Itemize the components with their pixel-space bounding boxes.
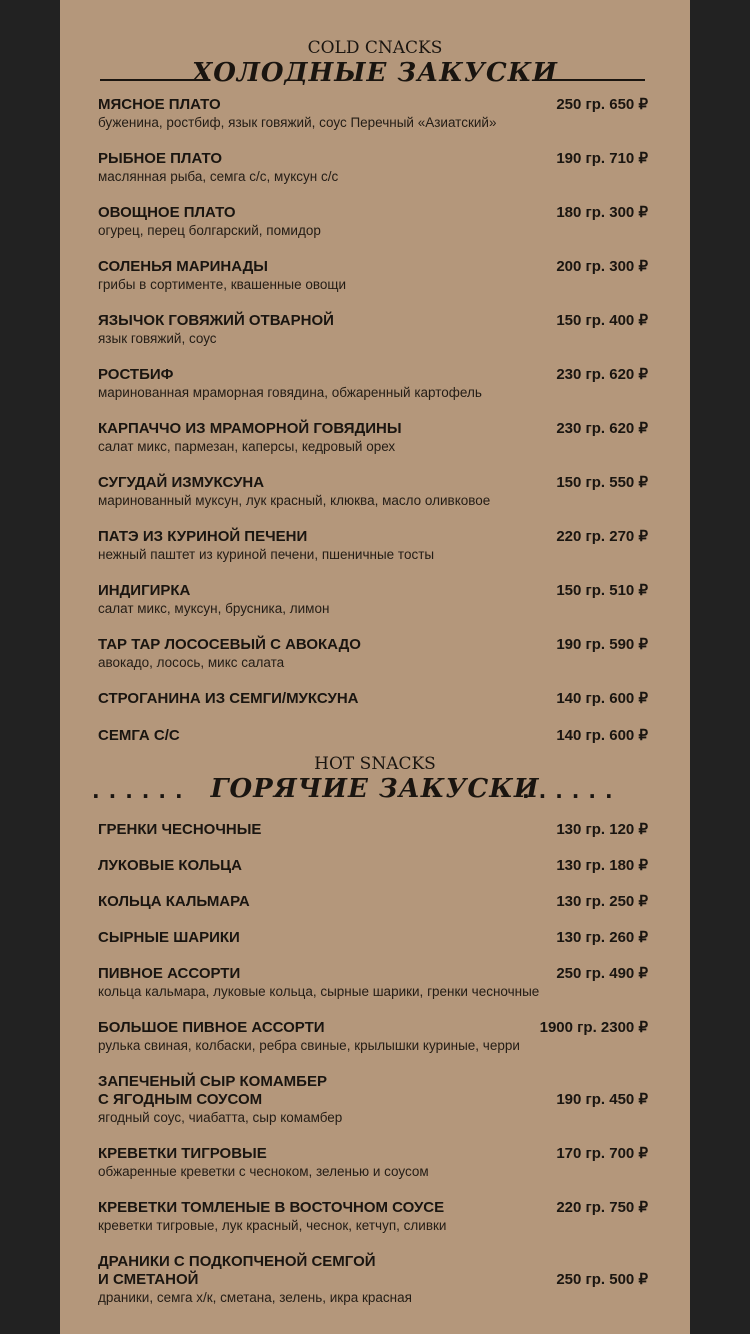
item-description: ягодный соус, чиабатта, сыр комамбер <box>98 1110 343 1125</box>
item-price: 150 гр. 400 ₽ <box>556 312 648 329</box>
item-price: 130 гр. 180 ₽ <box>556 857 648 874</box>
item-price: 130 гр. 120 ₽ <box>556 821 648 838</box>
menu-item <box>98 150 648 186</box>
item-name: ОВОЩНОЕ ПЛАТО <box>98 204 236 221</box>
item-price: 250 гр. 490 ₽ <box>556 965 648 982</box>
menu-item <box>98 1019 648 1055</box>
item-name: КРЕВЕТКИ ТОМЛЕНЫЕ В ВОСТОЧНОМ СОУСЕ <box>98 1199 445 1216</box>
item-price: 140 гр. 600 ₽ <box>556 690 648 707</box>
menu-item <box>98 857 648 875</box>
item-name: РЫБНОЕ ПЛАТО <box>98 150 222 167</box>
item-price: 130 гр. 250 ₽ <box>556 893 648 910</box>
item-price: 140 гр. 600 ₽ <box>556 727 648 744</box>
item-name: ТАР ТАР ЛОСОСЕВЫЙ С АВОКАДО <box>98 636 361 653</box>
item-price: 170 гр. 700 ₽ <box>556 1145 648 1162</box>
item-name: ЗАПЕЧЕНЫЙ СЫР КОМАМБЕР С ЯГОДНЫМ СОУСОМ <box>98 1073 327 1108</box>
item-price: 250 гр. 650 ₽ <box>556 96 648 113</box>
item-name: ЯЗЫЧОК ГОВЯЖИЙ ОТВАРНОЙ <box>98 312 334 329</box>
item-description: маринованная мраморная говядина, обжаренный картофель <box>98 385 482 400</box>
item-description: драники, семга х/к, сметана, зелень, икра красная <box>98 1290 412 1305</box>
item-description: креветки тигровые, лук красный, чеснок, кетчуп, сливки <box>98 1218 447 1233</box>
item-name: КОЛЬЦА КАЛЬМАРА <box>98 893 250 910</box>
item-price: 220 гр. 270 ₽ <box>556 528 648 545</box>
item-price: 150 гр. 550 ₽ <box>556 474 648 491</box>
item-name: РОСТБИФ <box>98 366 174 383</box>
item-price: 190 гр. 590 ₽ <box>556 636 648 653</box>
item-name: МЯСНОЕ ПЛАТО <box>98 96 221 113</box>
item-name: ДРАНИКИ С ПОДКОПЧЕНОЙ СЕМГОЙ И СМЕТАНОЙ <box>98 1253 376 1288</box>
item-price: 130 гр. 260 ₽ <box>556 929 648 946</box>
item-price: 180 гр. 300 ₽ <box>556 204 648 221</box>
item-name: ЛУКОВЫЕ КОЛЬЦА <box>98 857 242 874</box>
menu-item <box>98 821 648 839</box>
item-name: СОЛЕНЬЯ МАРИНАДЫ <box>98 258 268 275</box>
item-price: 150 гр. 510 ₽ <box>556 582 648 599</box>
item-price: 190 гр. 710 ₽ <box>556 150 648 167</box>
menu-item <box>98 204 648 240</box>
item-name: ПИВНОЕ АССОРТИ <box>98 965 241 982</box>
menu-item <box>98 727 648 745</box>
item-name: ПАТЭ ИЗ КУРИНОЙ ПЕЧЕНИ <box>98 528 308 545</box>
item-price: 250 гр. 500 ₽ <box>556 1271 648 1288</box>
item-name: СУГУДАЙ ИЗМУКСУНА <box>98 474 265 491</box>
cold-section-title: ХОЛОДНЫЕ ЗАКУСКИ <box>192 58 558 88</box>
item-name: ИНДИГИРКА <box>98 582 191 599</box>
menu-item <box>98 1253 648 1307</box>
item-name: КРЕВЕТКИ ТИГРОВЫЕ <box>98 1145 267 1162</box>
item-description: язык говяжий, соус <box>98 331 217 346</box>
menu-item <box>98 1145 648 1181</box>
menu-item <box>98 965 648 1001</box>
item-description: огурец, перец болгарский, помидор <box>98 223 321 238</box>
item-price: 230 гр. 620 ₽ <box>556 420 648 437</box>
item-price: 1900 гр. 2300 ₽ <box>539 1019 648 1036</box>
item-name: КАРПАЧЧО ИЗ МРАМОРНОЙ ГОВЯДИНЫ <box>98 420 402 437</box>
item-name: СЕМГА С/С <box>98 727 180 744</box>
cold-section-subtitle: COLD CNACKS <box>307 38 443 58</box>
item-description: авокадо, лосось, микс салата <box>98 655 285 670</box>
item-price: 200 гр. 300 ₽ <box>556 258 648 275</box>
item-description: грибы в сортименте, квашенные овощи <box>98 277 347 292</box>
item-price: 230 гр. 620 ₽ <box>556 366 648 383</box>
item-description: маринованный муксун, лук красный, клюква, масло оливковое <box>98 493 491 508</box>
item-name: ГРЕНКИ ЧЕСНОЧНЫЕ <box>98 821 262 838</box>
menu-item <box>98 528 648 564</box>
hot-title-dots-right: ...... <box>522 779 622 803</box>
menu-item <box>98 1199 648 1235</box>
hot-section-subtitle: HOT SNACKS <box>314 754 436 774</box>
menu-item <box>98 312 648 348</box>
item-description: нежный паштет из куриной печени, пшеничные тосты <box>98 547 435 562</box>
item-name: СЫРНЫЕ ШАРИКИ <box>98 929 240 946</box>
item-name: БОЛЬШОЕ ПИВНОЕ АССОРТИ <box>98 1019 325 1036</box>
menu-item <box>98 366 648 402</box>
item-price: 190 гр. 450 ₽ <box>556 1091 648 1108</box>
item-description: салат микс, муксун, брусника, лимон <box>98 601 330 616</box>
menu-item <box>98 1073 648 1127</box>
item-description: маслянная рыба, семга с/с, муксун с/с <box>98 169 339 184</box>
hot-title-dots-left: ...... <box>92 779 192 803</box>
menu-item <box>98 420 648 456</box>
item-description: обжаренные креветки с чесноком, зеленью и соусом <box>98 1164 429 1179</box>
item-description: салат микс, пармезан, каперсы, кедровый орех <box>98 439 396 454</box>
menu-item <box>98 582 648 618</box>
menu-item <box>98 258 648 294</box>
item-name: СТРОГАНИНА ИЗ СЕМГИ/МУКСУНА <box>98 690 359 707</box>
item-price: 220 гр. 750 ₽ <box>556 1199 648 1216</box>
hot-section-title: ГОРЯЧИЕ ЗАКУСКИ <box>210 774 540 804</box>
menu-item <box>98 474 648 510</box>
item-description: кольца кальмара, луковые кольца, сырные шарики, гренки чесночные <box>98 984 540 999</box>
menu-item <box>98 893 648 911</box>
menu-item <box>98 636 648 672</box>
menu-item <box>98 929 648 947</box>
item-description: рулька свиная, колбаски, ребра свиные, крылышки куриные, черри <box>98 1038 520 1053</box>
menu-item <box>98 96 648 132</box>
menu-page <box>60 0 690 1334</box>
menu-item <box>98 690 648 708</box>
item-description: буженина, ростбиф, язык говяжий, соус Перечный «Азиатский» <box>98 115 497 130</box>
